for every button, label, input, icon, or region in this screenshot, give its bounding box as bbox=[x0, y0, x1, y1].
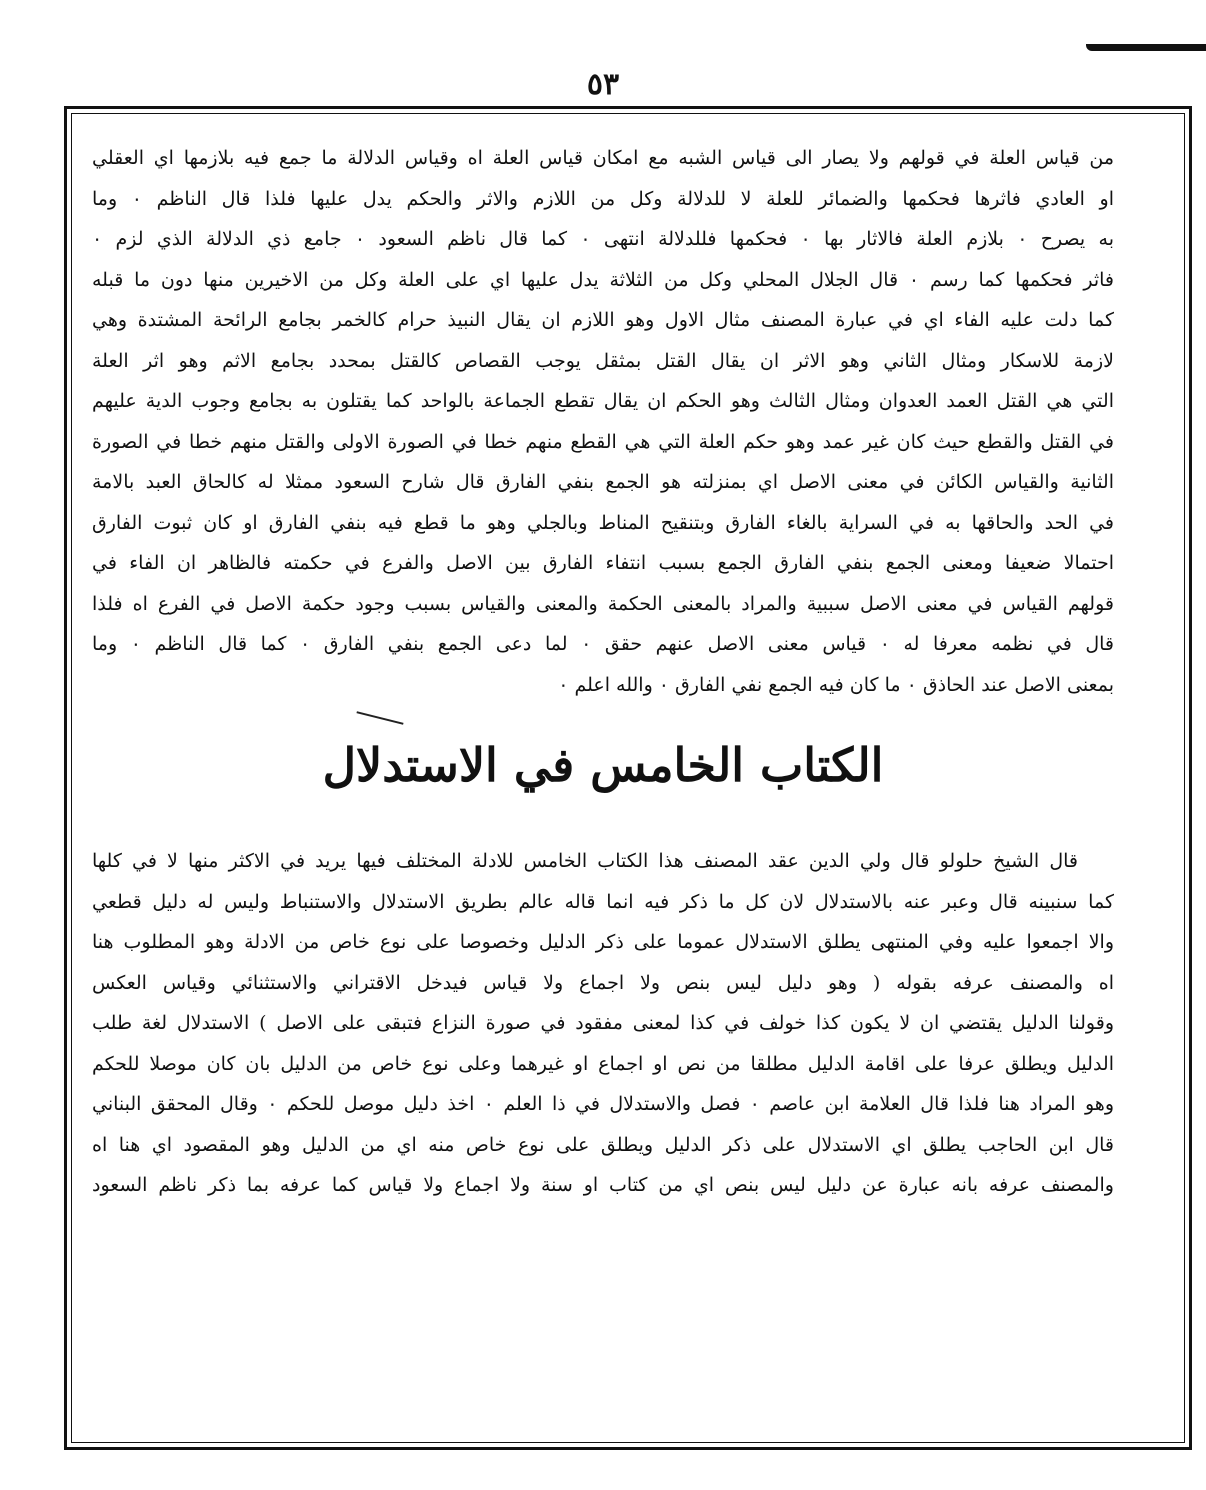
text-line: قال الشيخ حلولو قال ولي الدين عقد المصنف هذا الكتاب الخامس للادلة المختلف فيها يريد في الاكثر منها لا في كلها bbox=[92, 850, 1078, 872]
text-line: في القتل والقطع حيث كان غير عمد وهو حكم العلة التي هي القطع منهم خطا في الصورة الاولى والقتل منهم خطا في الصورة bbox=[92, 430, 1114, 453]
text-line: قولهم القياس في معنى الاصل سببية والمراد بالمعنى الحكمة والمعنى والقياس بسبب وجود حكمة الاصل في الفرع اه فلذا bbox=[92, 592, 1114, 615]
page-number: ٥٣ bbox=[586, 67, 620, 102]
text-line: كما سنبينه قال وعبر عنه بالاستدلال لان كل ما ذكر فيه انما قاله عالم بطريق الاستدلال والاستنباط وليس له دليل قطعي bbox=[92, 890, 1114, 913]
text-line: وهو المراد هنا فلذا قال العلامة ابن عاصم ۰ فصل والاستدلال في ذا العلم ۰ اخذ دليل موصل للحكم ۰ وقال المحقق البناني bbox=[92, 1093, 1114, 1115]
text-line: كما دلت عليه الفاء اي في عبارة المصنف مثال الاول وهو اللازم ان يقال النبيذ حرام كالخمر بجامع الرائحة المشتدة وهي bbox=[92, 309, 1114, 331]
text-line: بمعنى الاصل عند الحاذق ۰ ما كان فيه الجمع نفي الفارق ۰ والله اعلم ۰ bbox=[558, 673, 1114, 696]
page-content bbox=[92, 138, 1114, 1206]
text-line: احتمالا ضعيفا ومعنى الجمع بنفي الفارق الجمع بسبب انتفاء الفارق بين الاصل والفرع في حكمته فالظاهر ان الفاء في bbox=[92, 552, 1114, 574]
paragraph-section-a bbox=[92, 138, 1114, 705]
text-line: وقولنا الدليل يقتضي ان لا يكون كذا خولف في كذا لمعنى مفقود في صورة النزاع فتبقى على الاصل ) الاستدلال لغة طلب bbox=[92, 1012, 1114, 1034]
text-line: من قياس العلة في قولهم ولا يصار الى قياس الشبه مع امكان قياس العلة اه وقياس الدلالة ما جمع فيه بلازمها اي العقلي bbox=[92, 147, 1114, 169]
chapter-heading-area bbox=[92, 705, 1114, 837]
text-line: قال في نظمه معرفا له ۰ قياس معنى الاصل عنهم حقق ۰ لما دعى الجمع بنفي الفارق ۰ كما قال الناظم ۰ وما bbox=[92, 633, 1114, 655]
text-line: اه والمصنف عرفه بقوله ( وهو دليل ليس بنص ولا اجماع ولا قياس فيدخل الاقتراني والاستثنائي وقياس العكس bbox=[92, 971, 1114, 994]
text-line: التي هي القتل العمد العدوان ومثال الثالث وهو الحكم ان يقال تقطع الجماعة بالواحد كما يقتلون به بجامع وجوب الدية عليهم bbox=[92, 390, 1114, 412]
text-line: الدليل ويطلق عرفا على اقامة الدليل مطلقا من نص او اجماع او غيرهما وعلى نوع خاص من الدليل بان كان موصلا للحكم bbox=[92, 1052, 1114, 1075]
text-line: او العادي فاثرها فحكمها والضمائر للعلة لا للدلالة وكل من اللازم والاثر والحكم يدل عليها فلذا قال الناظم ۰ وما bbox=[92, 187, 1114, 210]
text-line: به يصرح ۰ بلازم العلة فالاثار بها ۰ فحكمها فللدلالة انتهى ۰ كما قال ناظم السعود ۰ جامع ذي الدلالة الذي لزم ۰ bbox=[92, 228, 1114, 250]
text-line: لازمة للاسكار ومثال الثاني وهو الاثر ان يقال القتل بمثقل يوجب القصاص كالقتل بمحدد بجامع الاثم وهو اثر العلة bbox=[92, 349, 1114, 372]
text-line: قال ابن الحاجب يطلق اي الاستدلال على ذكر الدليل ويطلق على نوع خاص منه اي من الدليل وهو المقصود اي هنا اه bbox=[92, 1133, 1114, 1156]
text-line: فاثر فحكمها كما رسم ۰ قال الجلال المحلي وكل من الثلاثة يدل عليها اي على العلة وكل من الاخيرين منها دون ما قبله bbox=[92, 268, 1114, 291]
text-line: والا اجمعوا عليه وفي المنتهى يطلق الاستدلال عموما على ذكر الدليل وخصوصا على نوع خاص من الادلة وهو المطلوب هنا bbox=[92, 931, 1114, 953]
text-line: الثانية والقياس الكائن في معنى الاصل اي بمنزلته هو الجمع بنفي الفارق قال شارح السعود ممثلا له كالحاق العبد بالامة bbox=[92, 471, 1114, 493]
corner-rule-mark bbox=[1086, 44, 1206, 51]
paragraph-section-b bbox=[92, 841, 1114, 1206]
text-line: في الحد والحاقها به في السراية بالغاء الفارق وبتنقيح المناط وبالجلي وهو ما قطع فيه بنفي الفارق او كان ثبوت الفارق bbox=[92, 511, 1114, 534]
decorative-dash bbox=[356, 711, 403, 725]
text-line: والمصنف عرفه بانه عبارة عن دليل ليس بنص اي من كتاب او سنة ولا اجماع ولا قياس كما عرفه بما ذكر ناظم السعود bbox=[92, 1174, 1114, 1196]
chapter-heading: الكتاب الخامس في الاستدلال bbox=[322, 738, 884, 792]
